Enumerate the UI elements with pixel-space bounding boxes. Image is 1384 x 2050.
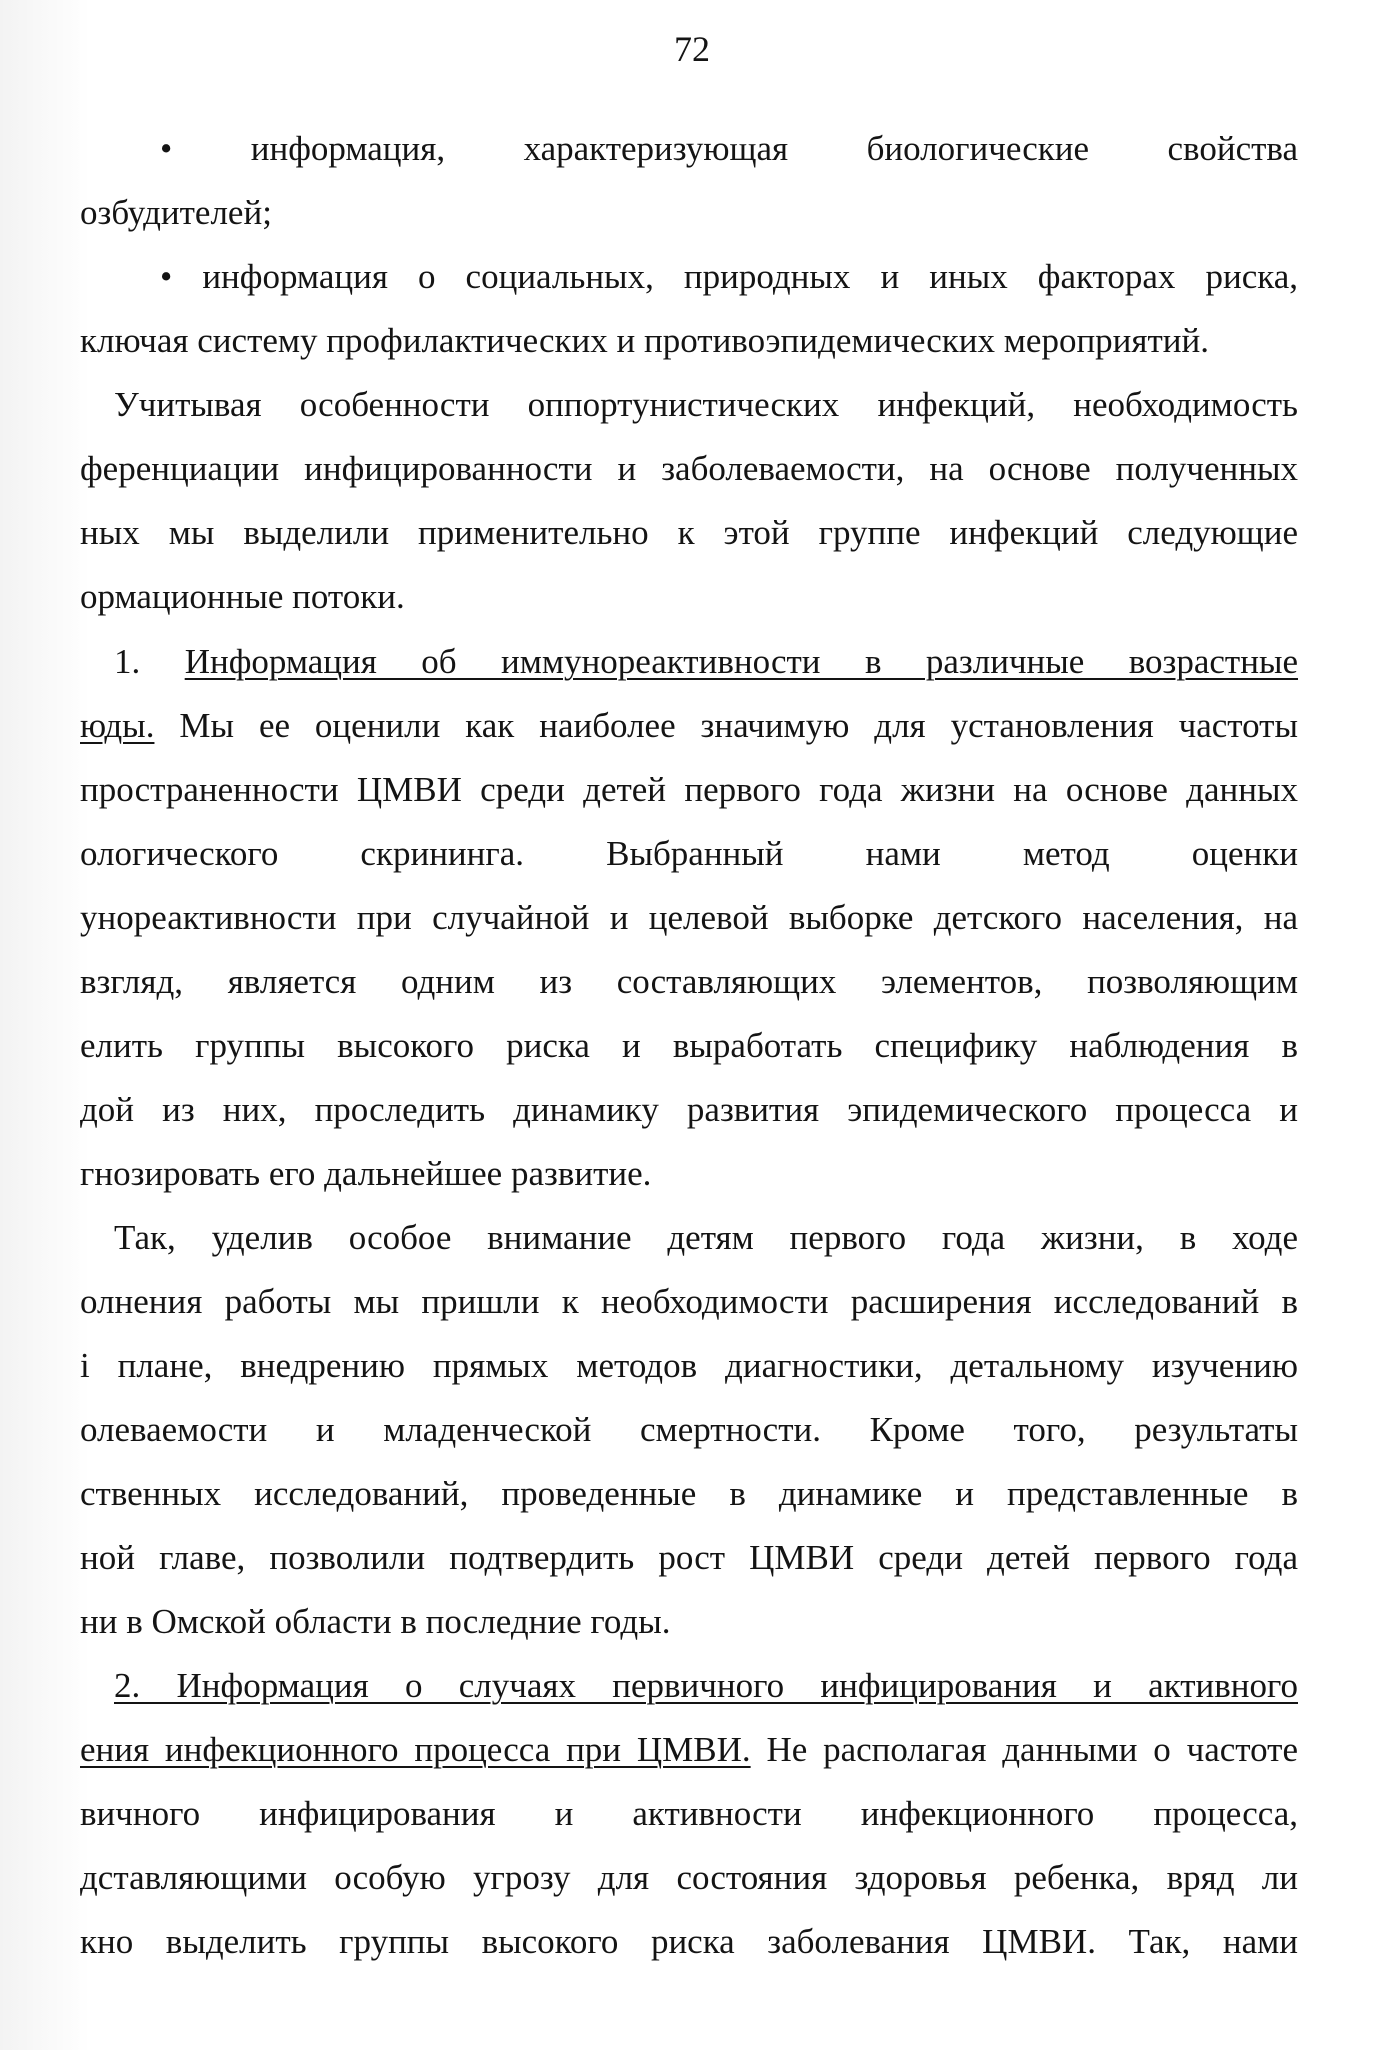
text-line <box>80 768 1298 812</box>
text-line <box>80 1024 1298 1068</box>
text-line <box>80 1536 1298 1580</box>
text-line <box>80 704 1298 748</box>
text-run: ключая систему профилактических и противоэпидемических мероприятий. <box>80 321 1210 360</box>
text-run: • информация о социальных, природных и иных факторах риска, <box>160 257 1298 296</box>
text-run: пространенности ЦМВИ среди детей первого года жизни на основе данных <box>80 770 1298 809</box>
text-line <box>80 511 1298 555</box>
text-line <box>80 1408 1298 1452</box>
text-line <box>80 1472 1298 1516</box>
text-run: ференциации инфицированности и заболеваемости, на основе полученных <box>80 449 1298 488</box>
text-line <box>80 1152 1298 1196</box>
text-run: ной главе, позволили подтвердить рост ЦМВИ среди детей первого года <box>80 1538 1298 1577</box>
text-run: елить группы высокого риска и выработать специфику наблюдения в <box>80 1026 1298 1065</box>
text-run: і плане, внедрению прямых методов диагностики, детальному изучению <box>80 1346 1298 1385</box>
text-run: ных мы выделили применительно к этой группе инфекций следующие <box>80 513 1298 552</box>
underlined-text: Информация об иммунореактивности в различные возрастные <box>184 642 1299 681</box>
text-line <box>80 191 1298 235</box>
text-line <box>80 575 1298 619</box>
text-run: олнения работы мы пришли к необходимости расширения исследований в <box>80 1282 1298 1321</box>
text-run: Так, уделив особое внимание детям первого года жизни, в ходе <box>114 1218 1298 1257</box>
text-line <box>160 255 1298 299</box>
text-line <box>80 319 1298 363</box>
text-run: ни в Омской области в последние годы. <box>80 1602 671 1641</box>
text-run: унореактивности при случайной и целевой выборке детского населения, на <box>80 898 1298 937</box>
text-line <box>80 1920 1298 1964</box>
text-run: ственных исследований, проведенные в динамике и представленные в <box>80 1474 1298 1513</box>
text-run: дставляющими особую угрозу для состояния здоровья ребенка, вряд ли <box>80 1858 1298 1897</box>
text-line <box>80 896 1298 940</box>
text-line <box>80 1088 1298 1132</box>
text-run: олеваемости и младенческой смертности. Кроме того, результаты <box>80 1410 1298 1449</box>
text-run: вичного инфицирования и активности инфекционного процесса, <box>80 1794 1298 1833</box>
text-line <box>114 1664 1298 1708</box>
underlined-text: ения инфекционного процесса при ЦМВИ. <box>80 1730 751 1769</box>
text-line <box>114 640 1298 684</box>
text-run: ологического скрининга. Выбранный нами метод оценки <box>80 834 1298 873</box>
text-run: кно выделить группы высокого риска заболевания ЦМВИ. Так, нами <box>80 1922 1298 1961</box>
text-run: взгляд, является одним из составляющих элементов, позволяющим <box>80 962 1298 1001</box>
text-run: гнозировать его дальнейшее развитие. <box>80 1154 652 1193</box>
underlined-text: 2. Информация о случаях первичного инфицирования и активного <box>114 1666 1298 1705</box>
text-line <box>80 447 1298 491</box>
text-run: Мы ее оценили как наиболее значимую для установления частоты <box>154 706 1298 745</box>
underlined-text: юды. <box>80 706 155 745</box>
text-line <box>114 383 1298 427</box>
text-run: дой из них, проследить динамику развития эпидемического процесса и <box>80 1090 1298 1129</box>
text-run: • информация, характеризующая биологические свойства <box>160 129 1298 168</box>
text-run: Учитывая особенности оппортунистических инфекций, необходимость <box>114 385 1298 424</box>
text-run: 1. <box>114 642 185 681</box>
text-line <box>80 1344 1298 1388</box>
text-run: Не располагая данными о частоте <box>750 1730 1298 1769</box>
page-number: 72 <box>674 29 710 69</box>
text-line <box>80 832 1298 876</box>
text-line <box>80 1728 1298 1772</box>
text-line <box>80 1792 1298 1836</box>
text-line <box>80 1600 1298 1644</box>
text-line <box>160 127 1298 171</box>
text-run: озбудителей; <box>80 193 272 232</box>
text-run: ормационные потоки. <box>80 577 405 616</box>
text-line <box>114 1216 1298 1260</box>
text-line <box>80 1856 1298 1900</box>
text-line <box>80 1280 1298 1324</box>
scan-margin-shadow <box>0 0 90 2050</box>
text-line <box>80 960 1298 1004</box>
